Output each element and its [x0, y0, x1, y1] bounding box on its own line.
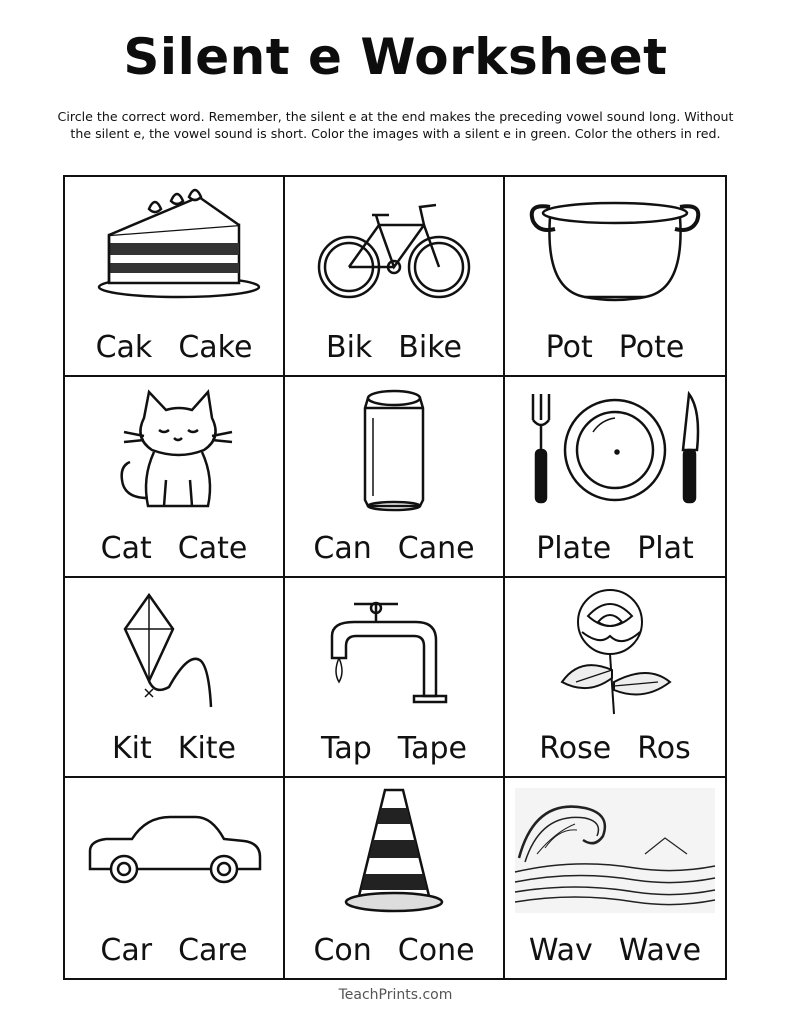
cone-icon: [339, 786, 449, 916]
word-option[interactable]: Cake: [178, 330, 253, 366]
word-option[interactable]: Cak: [95, 330, 153, 366]
word-option[interactable]: Rose: [539, 730, 612, 766]
word-option[interactable]: Cone: [397, 933, 475, 968]
grid-cell-cake: [65, 177, 285, 377]
grid-cell-kite: [65, 578, 285, 778]
grid-cell-cat: [65, 377, 285, 577]
word-option[interactable]: Bik: [326, 330, 373, 366]
grid-cell-cone: [285, 778, 505, 978]
kite-icon: [119, 591, 229, 711]
bike-icon: [314, 195, 474, 305]
word-option[interactable]: Car: [100, 933, 153, 968]
word-option[interactable]: Cat: [100, 530, 152, 566]
worksheet-title: Silent e Worksheet: [123, 28, 668, 86]
site-footer: TeachPrints.com: [338, 987, 453, 1003]
tap-icon: [324, 596, 464, 706]
word-option[interactable]: Cane: [397, 530, 475, 566]
can-icon: [359, 388, 429, 513]
wave-icon: [515, 788, 715, 913]
cat-icon: [104, 388, 244, 513]
word-option[interactable]: Cate: [177, 530, 248, 566]
grid-cell-car: [65, 778, 285, 978]
word-option[interactable]: Wav: [528, 933, 593, 968]
word-option[interactable]: Kite: [177, 730, 236, 766]
car-icon: [84, 811, 264, 891]
word-option[interactable]: Can: [313, 530, 372, 566]
word-option[interactable]: Kit: [111, 730, 152, 766]
word-option[interactable]: Plat: [637, 530, 694, 566]
word-option[interactable]: Ros: [637, 730, 691, 766]
grid-cell-pot: [505, 177, 725, 377]
word-option[interactable]: Plate: [536, 530, 612, 566]
word-option[interactable]: Bike: [398, 330, 462, 366]
word-option[interactable]: Pot: [545, 330, 593, 366]
grid-cell-plate: [505, 377, 725, 577]
grid-cell-rose: [505, 578, 725, 778]
pot-icon: [525, 195, 705, 305]
word-option[interactable]: Care: [178, 933, 248, 968]
word-option[interactable]: Wave: [618, 933, 702, 968]
grid-cell-can: [285, 377, 505, 577]
word-grid: [63, 175, 727, 980]
grid-cell-bike: [285, 177, 505, 377]
rose-icon: [540, 586, 690, 716]
plate-icon: [525, 390, 705, 510]
instructions: Circle the correct word. Remember, the silent e at the end makes the preceding vowel sound long. Without the silent e, the vowel sound is short. Color the images with a silent e in green. Color the others in red.: [57, 109, 734, 141]
word-option[interactable]: Tap: [320, 730, 372, 766]
cake-slice-icon: [89, 195, 259, 305]
word-option[interactable]: Pote: [618, 330, 685, 366]
grid-cell-tap: [285, 578, 505, 778]
word-option[interactable]: Con: [313, 933, 372, 968]
grid-cell-wave: [505, 778, 725, 978]
word-option[interactable]: Tape: [397, 730, 468, 766]
